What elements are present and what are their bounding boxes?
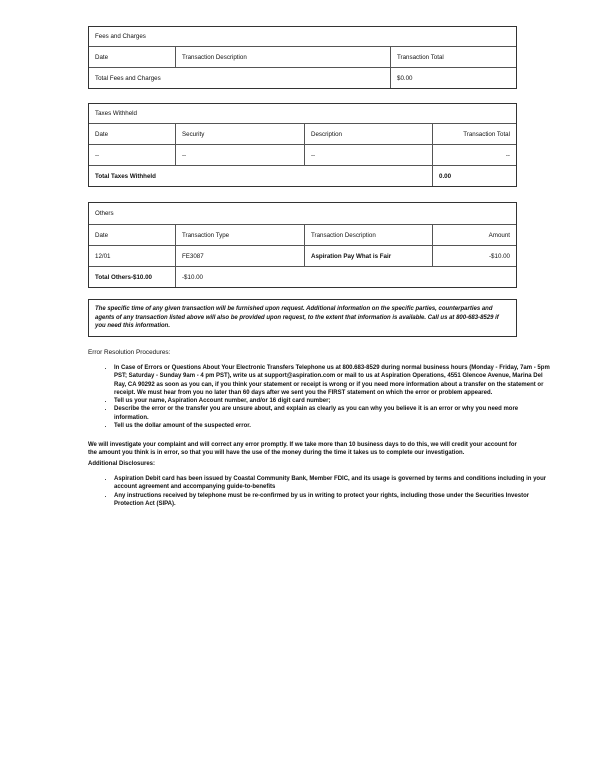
list-item: • Tell us your name, Aspiration Account number, and/or 16 digit card number; [114, 397, 554, 405]
others-title: Others [95, 210, 114, 217]
taxes-col-date: Date [95, 130, 109, 138]
taxes-col-security: Security [175, 124, 304, 144]
investigation-paragraph: We will investigate your complaint and will correct any error promptly. If we take more than 10 business days to do this, we will credit your account for the amount you think is in error, so that you will have the use of the money during the time it takes us to complete our investigation. [88, 442, 517, 457]
list-item: • In Case of Errors or Questions About Your Electronic Transfers Telephone us at 800.683-8529 during normal business hours (Monday - Friday, 7am - 5pm PST; Saturday - Sunday 9am - 4 pm PST), write us at support@aspiration.com or mail to us at Aspiration Operations, 4551 Glencoe Avenue, Marina Del Ray, CA 90292 as soon as you can, if you think your statement or receipt is wrong or if you need more information about a transfer on the statement or receipt. We must hear from you no later than 60 days after we sent you the FIRST statement on which the error or problem appeared. [114, 364, 554, 397]
fees-col-date: Date [95, 53, 109, 61]
taxes-total-row [89, 165, 516, 186]
others-cell-type: FE3087 [175, 246, 304, 266]
error-resolution-heading: Error Resolution Procedures: [88, 349, 171, 356]
list-item: • Any instructions received by telephone must be re-confirmed by us in writing to protect your rights, including those under the Securities Investor Protection Act (SIPA). [114, 492, 554, 509]
others-total-value: -$10.00 [175, 267, 516, 287]
error-resolution-list [88, 364, 554, 430]
taxes-col-total: Transaction Total [432, 124, 516, 144]
taxes-col-description: Description [304, 124, 432, 144]
others-col-amount: Amount [432, 225, 516, 245]
taxes-total-label: Total Taxes Withheld [95, 172, 156, 180]
others-total-label: Total Others-$10.00 [95, 273, 152, 281]
fees-col-description: Transaction Description [175, 47, 390, 67]
taxes-cell-security: -- [175, 145, 304, 165]
taxes-header-row [89, 123, 516, 144]
others-total-row [89, 266, 516, 287]
taxes-cell-total: -- [432, 145, 516, 165]
others-table [88, 202, 517, 288]
others-col-date: Date [95, 231, 109, 239]
fees-title-row [89, 27, 516, 46]
taxes-title-row [89, 104, 516, 123]
others-cell-date: 12/01 [95, 252, 111, 260]
others-cell-amount: -$10.00 [432, 246, 516, 266]
transaction-info-note: The specific time of any given transaction will be furnished upon request. Additional information on the specific parties, counterparties and agents of any transaction listed above will also be provided upon request, to the extent that information is available. Call us at 800-683-8529 if you need this information. [88, 299, 517, 337]
fees-table [88, 26, 517, 89]
fees-total-row [89, 67, 516, 88]
fees-col-total: Transaction Total [390, 47, 516, 67]
fees-title: Fees and Charges [95, 33, 146, 40]
others-title-row [89, 203, 516, 224]
list-item: • Describe the error or the transfer you are unsure about, and explain as clearly as you can why you believe it is an error or why you need more information. [114, 405, 554, 422]
fees-total-value: $0.00 [390, 68, 516, 88]
others-cell-description: Aspiration Pay What is Fair [304, 246, 432, 266]
list-item: • Aspiration Debit card has been issued by Coastal Community Bank, Member FDIC, and its usage is governed by terms and conditions including in your account agreement and accompanying guide-to-benefits [114, 475, 554, 492]
taxes-cell-date: -- [95, 151, 100, 159]
taxes-data-row [89, 144, 516, 165]
taxes-total-value: 0.00 [432, 166, 516, 186]
additional-disclosures-list [88, 475, 554, 508]
fees-header-row [89, 46, 516, 67]
taxes-table [88, 103, 517, 187]
taxes-cell-description: -- [304, 145, 432, 165]
fees-total-label: Total Fees and Charges [95, 74, 161, 82]
list-item: • Tell us the dollar amount of the suspected error. [114, 422, 554, 430]
taxes-title: Taxes Withheld [95, 110, 137, 117]
additional-disclosures-heading: Additional Disclosures: [88, 461, 156, 467]
others-col-description: Transaction Description [304, 225, 432, 245]
others-header-row [89, 224, 516, 245]
others-data-row [89, 245, 516, 266]
others-col-type: Transaction Type [175, 225, 304, 245]
